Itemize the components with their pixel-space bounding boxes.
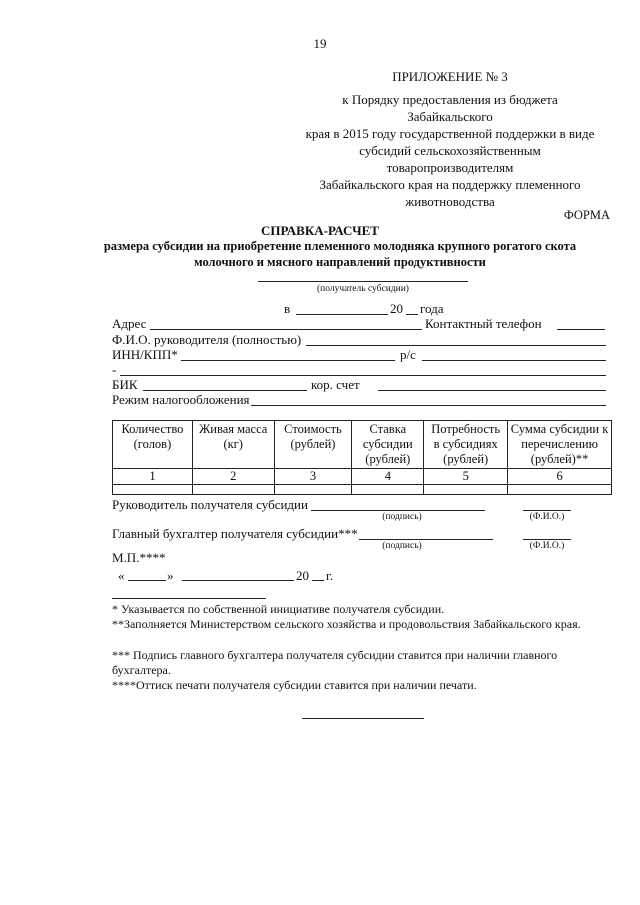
header-text: Ставка [369, 422, 407, 436]
month-fill-line [182, 580, 294, 581]
bottom-divider [302, 718, 424, 719]
table-cell[interactable] [192, 485, 274, 495]
form-label: ФОРМА [563, 208, 610, 222]
table-cell[interactable] [508, 485, 612, 495]
tax-mode-label: Режим налогообложения [112, 392, 250, 407]
date-prefix: в [284, 301, 291, 316]
address-fill-line [150, 329, 422, 330]
column-number: 1 [113, 469, 193, 485]
column-number: 5 [424, 469, 508, 485]
accountant-signature-caption: (подпись) [382, 541, 422, 551]
director-name-line [523, 510, 571, 511]
header-text: (рублей) [365, 452, 411, 466]
sign-year-fill-line [312, 580, 324, 581]
account-fill-line [422, 360, 606, 361]
appendix-title: ПРИЛОЖЕНИЕ № 3 [392, 69, 508, 84]
inn-kpp-fill-line [181, 360, 395, 361]
date-year-suffix: года [420, 301, 444, 316]
tax-mode-fill-line [251, 405, 606, 406]
appendix-line: Забайкальского края на поддержку племенного [319, 177, 581, 192]
header-text: Количество [121, 422, 184, 436]
table-cell[interactable] [352, 485, 424, 495]
header-text: (кг) [223, 437, 243, 451]
recipient-caption: (получатель субсидии) [317, 284, 409, 294]
director-signature-label: Руководитель получателя субсидии [112, 497, 308, 512]
date-year-prefix: 20 [390, 301, 403, 316]
header-live-weight [192, 421, 274, 469]
phone-label: Контактный телефон [425, 316, 542, 331]
table-row [113, 485, 612, 495]
sign-date-year-prefix: 20 [296, 568, 309, 583]
phone-fill-line [557, 329, 605, 330]
appendix-line: животноводства [405, 194, 495, 209]
header-text: (рублей) [443, 452, 489, 466]
director-name-fill-line [306, 345, 606, 346]
footnote-1: * Указывается по собственной инициативе получателя субсидии. [112, 602, 445, 616]
header-text: Живая масса [199, 422, 268, 436]
footnote-4: ****Оттиск печати получателя субсидии ставится при наличии печати. [112, 678, 477, 692]
extra-fill-line [120, 375, 606, 376]
header-subsidy-need [424, 421, 508, 469]
director-signature-caption: (подпись) [382, 512, 422, 522]
accountant-signature-line [359, 539, 493, 540]
director-name-caption: (Ф.И.О.) [529, 512, 565, 522]
address-label: Адрес [112, 316, 147, 331]
table-header-row [113, 421, 612, 469]
inn-kpp-label: ИНН/КПП* [112, 347, 178, 362]
column-number: 2 [192, 469, 274, 485]
header-text: Потребность [431, 422, 501, 436]
document-title: СПРАВКА-РАСЧЕТ [261, 223, 379, 238]
stamp-label: М.П.**** [112, 550, 166, 565]
appendix-block [300, 68, 600, 210]
header-quantity [113, 421, 193, 469]
subsidy-table [112, 420, 612, 495]
accountant-name-caption: (Ф.И.О.) [529, 541, 565, 551]
footnote-2: **Заполняется Министерством сельского хозяйства и продовольствия Забайкальского края. [112, 617, 581, 631]
header-text: (рублей) [290, 437, 336, 451]
accountant-name-line [523, 539, 571, 540]
header-text: Стоимость [284, 422, 342, 436]
header-cost [274, 421, 352, 469]
column-number: 3 [274, 469, 352, 485]
column-number: 4 [352, 469, 424, 485]
appendix-line: к Порядку предоставления из бюджета Забайкальского [342, 92, 558, 124]
day-fill-line [128, 580, 166, 581]
appendix-line: субсидий сельскохозяйственным товаропроизводителям [359, 143, 541, 175]
subtitle-line: молочного и мясного направлений продуктивности [194, 255, 486, 269]
date-close-quote: » [167, 568, 174, 583]
corr-account-fill-line [378, 390, 606, 391]
subtitle-line: размера субсидии на приобретение племенного молодняка крупного рогатого скота [103, 239, 577, 253]
sign-date-year-suffix: г. [326, 568, 334, 583]
accountant-signature-label: Главный бухгалтер получателя субсидии*** [112, 526, 358, 541]
bik-fill-line [143, 390, 307, 391]
page-number: 19 [313, 36, 327, 51]
header-text: (голов) [133, 437, 172, 451]
appendix-line: края в 2015 году государственной поддержки в виде [305, 126, 595, 141]
recipient-fill-line [258, 281, 468, 282]
date-year-fill-line [406, 314, 418, 315]
document-subtitle [70, 238, 610, 270]
header-text: (рублей)** [530, 452, 589, 466]
table-number-row [113, 469, 612, 485]
header-transfer-amount [508, 421, 612, 469]
director-name-label: Ф.И.О. руководителя (полностью) [112, 332, 302, 347]
footnote-separator [112, 598, 266, 599]
table-cell[interactable] [113, 485, 193, 495]
header-text: субсидии [362, 437, 413, 451]
header-text: Сумма субсидии к [510, 422, 609, 436]
director-signature-line [311, 510, 485, 511]
dash-mark: - [112, 362, 117, 377]
header-text: перечислению [521, 437, 598, 451]
corr-account-label: кор. счет [311, 377, 360, 392]
bik-label: БИК [112, 377, 138, 392]
footnote-3: *** Подпись главного бухгалтера получателя субсидии ставится при наличии главного бухгалтера. [112, 648, 558, 677]
header-text: в субсидиях [433, 437, 498, 451]
date-fill-line [296, 314, 388, 315]
date-open-quote: « [118, 568, 125, 583]
column-number: 6 [508, 469, 612, 485]
header-subsidy-rate [352, 421, 424, 469]
table-cell[interactable] [424, 485, 508, 495]
table-cell[interactable] [274, 485, 352, 495]
account-label: р/с [400, 347, 416, 362]
